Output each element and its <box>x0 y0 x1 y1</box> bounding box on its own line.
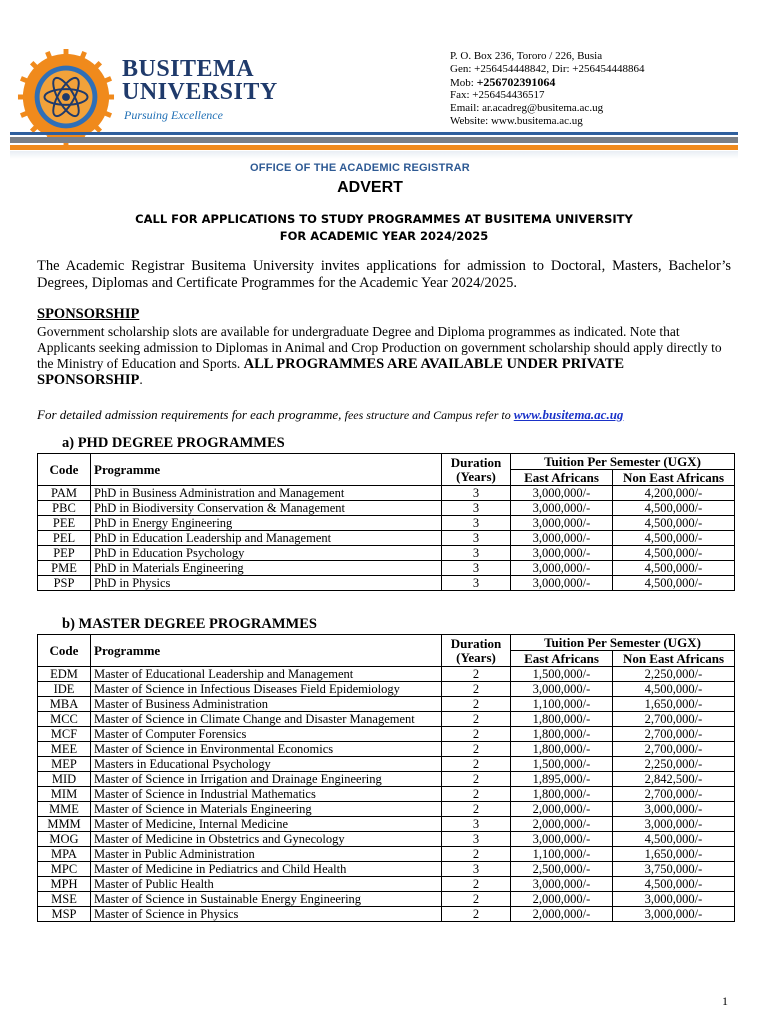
row-non-east-africans-fee: 1,650,000/- <box>613 847 735 862</box>
row-programme: Master in Public Administration <box>91 847 442 862</box>
row-programme: PhD in Business Administration and Management <box>91 486 442 501</box>
row-code: MCC <box>38 712 91 727</box>
row-programme: Master of Computer Forensics <box>91 727 442 742</box>
table-row <box>38 817 735 832</box>
row-duration: 3 <box>442 546 511 561</box>
row-east-africans-fee: 3,000,000/- <box>511 576 613 591</box>
row-programme: PhD in Education Leadership and Management <box>91 531 442 546</box>
row-east-africans-fee: 1,500,000/- <box>511 757 613 772</box>
row-non-east-africans-fee: 2,700,000/- <box>613 742 735 757</box>
row-duration: 3 <box>442 516 511 531</box>
row-duration: 2 <box>442 682 511 697</box>
row-non-east-africans-fee: 3,000,000/- <box>613 817 735 832</box>
row-programme: PhD in Materials Engineering <box>91 561 442 576</box>
phone-mobile: Mob: +256702391064 <box>450 74 556 89</box>
table-row <box>38 561 735 576</box>
row-code: MME <box>38 802 91 817</box>
phd-section-title: a) PHD DEGREE PROGRAMMES <box>62 435 285 451</box>
col-non-east-africans: Non East Africans <box>613 470 735 486</box>
row-code: PSP <box>38 576 91 591</box>
row-code: MEE <box>38 742 91 757</box>
table-row <box>38 892 735 907</box>
row-duration: 3 <box>442 501 511 516</box>
row-east-africans-fee: 1,800,000/- <box>511 727 613 742</box>
col-programme: Programme <box>91 635 442 667</box>
row-east-africans-fee: 1,800,000/- <box>511 787 613 802</box>
phone-general: Gen: +256454448842, Dir: +256454448864 <box>450 62 645 75</box>
letterhead <box>0 0 768 150</box>
row-non-east-africans-fee: 2,842,500/- <box>613 772 735 787</box>
row-east-africans-fee: 3,000,000/- <box>511 516 613 531</box>
row-duration: 3 <box>442 576 511 591</box>
row-east-africans-fee: 1,500,000/- <box>511 667 613 682</box>
row-code: PEE <box>38 516 91 531</box>
header-band-fade <box>10 151 738 159</box>
call-for-applications: CALL FOR APPLICATIONS TO STUDY PROGRAMMES AT BUSITEMA UNIVERSITY FOR ACADEMIC YEAR 2024/2025 <box>135 212 633 243</box>
table-row <box>38 486 735 501</box>
row-duration: 2 <box>442 847 511 862</box>
row-east-africans-fee: 3,000,000/- <box>511 546 613 561</box>
fax: Fax: +256454436517 <box>450 89 545 102</box>
row-code: MSP <box>38 907 91 922</box>
table-row <box>38 516 735 531</box>
row-east-africans-fee: 2,500,000/- <box>511 862 613 877</box>
row-duration: 3 <box>442 486 511 501</box>
row-non-east-africans-fee: 4,500,000/- <box>613 682 735 697</box>
row-duration: 3 <box>442 817 511 832</box>
col-tuition: Tuition Per Semester (UGX) <box>511 454 735 470</box>
row-non-east-africans-fee: 4,500,000/- <box>613 531 735 546</box>
table-row <box>38 682 735 697</box>
table-row <box>38 802 735 817</box>
row-non-east-africans-fee: 1,650,000/- <box>613 697 735 712</box>
row-programme: Master of Science in Materials Engineering <box>91 802 442 817</box>
website: Website: www.busitema.ac.ug <box>450 114 583 127</box>
col-code: Code <box>38 454 91 486</box>
website-link[interactable]: www.busitema.ac.ug <box>513 407 624 422</box>
header-band-blue <box>10 132 738 135</box>
table-row <box>38 847 735 862</box>
row-code: PME <box>38 561 91 576</box>
phd-table <box>37 453 735 591</box>
row-non-east-africans-fee: 4,500,000/- <box>613 561 735 576</box>
row-non-east-africans-fee: 2,250,000/- <box>613 667 735 682</box>
masters-section-title: b) MASTER DEGREE PROGRAMMES <box>62 616 317 632</box>
row-code: MPA <box>38 847 91 862</box>
row-non-east-africans-fee: 3,000,000/- <box>613 802 735 817</box>
col-tuition: Tuition Per Semester (UGX) <box>511 635 735 651</box>
row-code: EDM <box>38 667 91 682</box>
row-duration: 2 <box>442 712 511 727</box>
row-programme: Master of Medicine in Obstetrics and Gynecology <box>91 832 442 847</box>
row-east-africans-fee: 3,000,000/- <box>511 877 613 892</box>
row-non-east-africans-fee: 2,700,000/- <box>613 727 735 742</box>
row-programme: Master of Business Administration <box>91 697 442 712</box>
row-code: MIM <box>38 787 91 802</box>
col-non-east-africans: Non East Africans <box>613 651 735 667</box>
row-duration: 2 <box>442 697 511 712</box>
sponsorship-text: Government scholarship slots are available for undergraduate Degree and Diploma programmes as indicated. Note that Applicants seeking admission to Diplomas in Animal and Crop Production on government scholarship should apply directly to the Ministry of Education and Sports. ALL PROGRAMMES ARE AVAILABLE UNDER PRIVATE SPONSORSHIP. <box>37 324 722 389</box>
masters-table <box>37 634 735 922</box>
row-duration: 2 <box>442 877 511 892</box>
row-programme: Master of Science in Infectious Diseases Field Epidemiology <box>91 682 442 697</box>
row-east-africans-fee: 3,000,000/- <box>511 561 613 576</box>
row-east-africans-fee: 2,000,000/- <box>511 892 613 907</box>
col-programme: Programme <box>91 454 442 486</box>
table-row <box>38 742 735 757</box>
table-row <box>38 667 735 682</box>
row-duration: 2 <box>442 757 511 772</box>
row-duration: 3 <box>442 531 511 546</box>
row-non-east-africans-fee: 3,750,000/- <box>613 862 735 877</box>
row-duration: 3 <box>442 862 511 877</box>
row-code: MOG <box>38 832 91 847</box>
row-duration: 2 <box>442 787 511 802</box>
office-title: OFFICE OF THE ACADEMIC REGISTRAR <box>250 162 470 174</box>
po-box: P. O. Box 236, Tororo / 226, Busia <box>450 50 603 62</box>
row-programme: Master of Educational Leadership and Management <box>91 667 442 682</box>
row-east-africans-fee: 1,100,000/- <box>511 697 613 712</box>
row-duration: 2 <box>442 907 511 922</box>
table-row <box>38 546 735 561</box>
row-non-east-africans-fee: 3,000,000/- <box>613 907 735 922</box>
row-duration: 2 <box>442 742 511 757</box>
page-number: 1 <box>722 994 728 1008</box>
row-code: MBA <box>38 697 91 712</box>
university-motto: Pursuing Excellence <box>124 108 223 122</box>
table-row <box>38 832 735 847</box>
row-programme: Masters in Educational Psychology <box>91 757 442 772</box>
detail-note: For detailed admission requirements for each programme, fees structure and Campus refer to www.busitema.ac.ug <box>37 407 624 422</box>
row-east-africans-fee: 1,800,000/- <box>511 742 613 757</box>
row-duration: 2 <box>442 892 511 907</box>
table-row <box>38 531 735 546</box>
table-row <box>38 697 735 712</box>
row-east-africans-fee: 3,000,000/- <box>511 486 613 501</box>
row-duration: 2 <box>442 667 511 682</box>
row-duration: 2 <box>442 802 511 817</box>
row-east-africans-fee: 1,100,000/- <box>511 847 613 862</box>
row-code: PAM <box>38 486 91 501</box>
row-programme: PhD in Energy Engineering <box>91 516 442 531</box>
row-programme: PhD in Education Psychology <box>91 546 442 561</box>
row-non-east-africans-fee: 2,700,000/- <box>613 787 735 802</box>
row-non-east-africans-fee: 4,500,000/- <box>613 546 735 561</box>
row-programme: Master of Science in Environmental Economics <box>91 742 442 757</box>
row-non-east-africans-fee: 4,500,000/- <box>613 832 735 847</box>
col-east-africans: East Africans <box>511 651 613 667</box>
row-east-africans-fee: 3,000,000/- <box>511 682 613 697</box>
row-programme: Master of Science in Irrigation and Drainage Engineering <box>91 772 442 787</box>
row-code: IDE <box>38 682 91 697</box>
table-row <box>38 907 735 922</box>
row-non-east-africans-fee: 4,500,000/- <box>613 576 735 591</box>
row-programme: Master of Medicine in Pediatrics and Child Health <box>91 862 442 877</box>
row-code: MMM <box>38 817 91 832</box>
row-code: MPH <box>38 877 91 892</box>
email: Email: ar.acadreg@busitema.ac.ug <box>450 102 604 115</box>
row-non-east-africans-fee: 4,500,000/- <box>613 516 735 531</box>
row-non-east-africans-fee: 3,000,000/- <box>613 892 735 907</box>
row-programme: Master of Science in Physics <box>91 907 442 922</box>
sponsorship-heading: SPONSORSHIP <box>37 306 140 322</box>
table-row <box>38 501 735 516</box>
row-programme: Master of Public Health <box>91 877 442 892</box>
table-row <box>38 712 735 727</box>
col-code: Code <box>38 635 91 667</box>
table-row <box>38 576 735 591</box>
row-east-africans-fee: 2,000,000/- <box>511 817 613 832</box>
row-code: MEP <box>38 757 91 772</box>
row-east-africans-fee: 1,895,000/- <box>511 772 613 787</box>
table-row <box>38 727 735 742</box>
advert-title: ADVERT <box>337 179 403 196</box>
row-code: PEP <box>38 546 91 561</box>
row-code: MSE <box>38 892 91 907</box>
table-row <box>38 877 735 892</box>
row-east-africans-fee: 2,000,000/- <box>511 802 613 817</box>
row-programme: Master of Science in Industrial Mathematics <box>91 787 442 802</box>
row-programme: Master of Science in Climate Change and Disaster Management <box>91 712 442 727</box>
contact-block <box>450 50 645 128</box>
col-duration: Duration (Years) <box>442 454 511 486</box>
row-duration: 2 <box>442 772 511 787</box>
row-programme: Master of Science in Sustainable Energy Engineering <box>91 892 442 907</box>
row-duration: 3 <box>442 832 511 847</box>
row-east-africans-fee: 2,000,000/- <box>511 907 613 922</box>
header-band-orange <box>10 145 738 150</box>
row-east-africans-fee: 1,800,000/- <box>511 712 613 727</box>
row-code: PBC <box>38 501 91 516</box>
row-programme: Master of Medicine, Internal Medicine <box>91 817 442 832</box>
row-east-africans-fee: 3,000,000/- <box>511 832 613 847</box>
table-row <box>38 787 735 802</box>
table-row <box>38 772 735 787</box>
row-east-africans-fee: 3,000,000/- <box>511 501 613 516</box>
table-row <box>38 862 735 877</box>
row-code: MPC <box>38 862 91 877</box>
row-non-east-africans-fee: 4,500,000/- <box>613 877 735 892</box>
header-band-gray <box>10 137 738 143</box>
row-duration: 2 <box>442 727 511 742</box>
row-east-africans-fee: 3,000,000/- <box>511 531 613 546</box>
row-non-east-africans-fee: 4,200,000/- <box>613 486 735 501</box>
row-code: MCF <box>38 727 91 742</box>
row-duration: 3 <box>442 561 511 576</box>
row-non-east-africans-fee: 2,250,000/- <box>613 757 735 772</box>
intro-paragraph: The Academic Registrar Busitema University invites applications for admission to Doctoral, Masters, Bachelor’s Degrees, Diplomas and Certificate Programmes for the Academic Year 2024/2025. <box>37 258 731 291</box>
row-code: PEL <box>38 531 91 546</box>
row-non-east-africans-fee: 4,500,000/- <box>613 501 735 516</box>
row-non-east-africans-fee: 2,700,000/- <box>613 712 735 727</box>
col-east-africans: East Africans <box>511 470 613 486</box>
row-programme: PhD in Biodiversity Conservation & Management <box>91 501 442 516</box>
row-programme: PhD in Physics <box>91 576 442 591</box>
table-row <box>38 757 735 772</box>
university-name: BUSITEMA UNIVERSITY <box>122 56 278 105</box>
col-duration: Duration (Years) <box>442 635 511 667</box>
row-code: MID <box>38 772 91 787</box>
